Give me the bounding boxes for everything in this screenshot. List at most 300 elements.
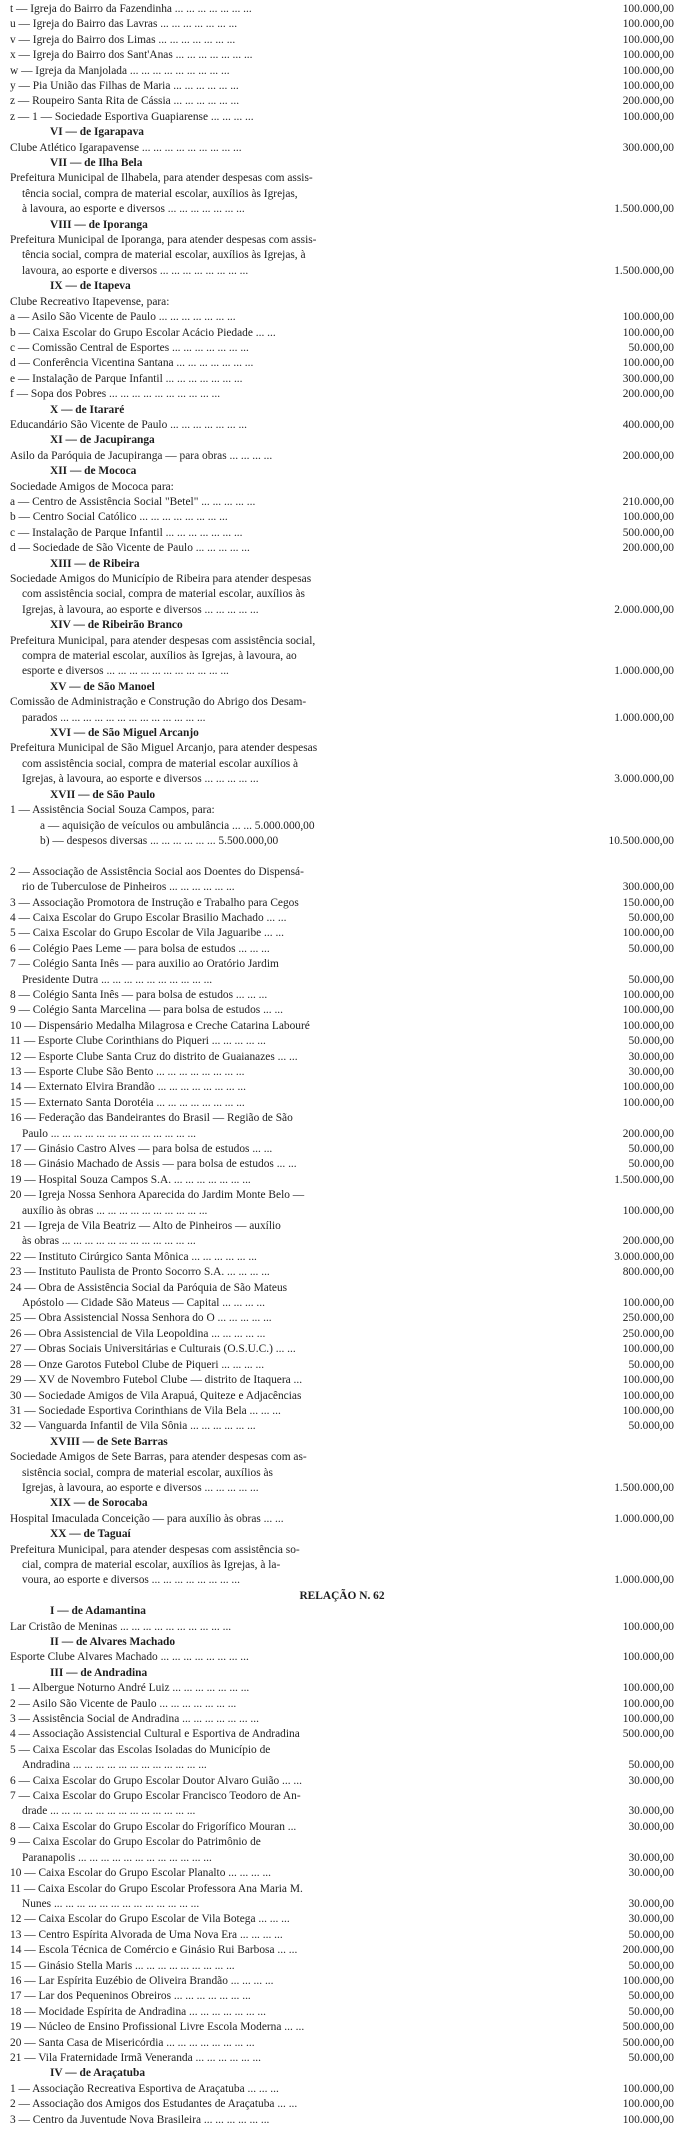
entry-text: 29 — XV de Novembro Futebol Clube — distrito de Itaquera ... (10, 1374, 303, 1387)
entry-text: parados ... ... ... ... ... ... ... ... ... ... ... ... ... (22, 711, 206, 724)
entry-line (10, 356, 674, 370)
entry-text: 30 — Sociedade Amigos de Vila Arapuá, Quiteze e Adjacências (10, 1389, 302, 1402)
entry-amount: 100.000,00 (622, 988, 674, 1001)
entry-text: tência social, compra de material escolar, auxílios às Igrejas, (22, 187, 298, 200)
entry-text: 14 — Escola Técnica de Comércio e Ginásio Rui Barbosa ... ... (10, 1944, 298, 1957)
entry-amount: 50.000,00 (628, 1143, 674, 1156)
entry-text: XX — de Taguaí (50, 1528, 131, 1541)
entry-amount: 300.000,00 (622, 141, 674, 154)
entry-text: Prefeitura Municipal de Iporanga, para atender despesas com assis- (10, 234, 317, 247)
entry-line (10, 1697, 674, 1711)
entry-amount: 100.000,00 (622, 3, 674, 15)
entry-amount: 100.000,00 (622, 511, 674, 524)
entry-line (10, 372, 674, 386)
entry-line (10, 1234, 674, 1248)
entry-line (10, 326, 674, 340)
entry-text: Esporte Clube Alvares Machado ... ... ... ... ... ... ... ... (10, 1651, 249, 1664)
entry-line (10, 1928, 674, 1942)
entry-amount: 200.000,00 (622, 449, 674, 462)
entry-line (10, 1804, 674, 1818)
entry-text: drade ... ... ... ... ... ... ... ... ... ... ... ... ... (22, 1805, 196, 1818)
entry-text: 3 — Assistência Social de Andradina ... ... ... ... ... ... ... (10, 1713, 259, 1726)
entry-line (10, 1481, 674, 1495)
entry-text: Andradina ... ... ... ... ... ... ... ... ... ... ... ... (22, 1759, 207, 1772)
entry-text: 2 — Associação dos Amigos dos Estudantes de Araçatuba ... ... (10, 2098, 298, 2111)
entry-text: 17 — Ginásio Castro Alves — para bolsa de estudos ... ... (10, 1143, 273, 1156)
entry-line (10, 1851, 674, 1865)
entry-amount: 100.000,00 (622, 1374, 674, 1387)
entry-line (10, 1450, 674, 1464)
entry-amount: 200.000,00 (622, 95, 674, 108)
entry-text: Asilo da Paróquia de Jacupiranga — para obras ... ... ... ... (10, 449, 273, 462)
entry-line (10, 1080, 674, 1094)
entry-text: Igrejas, à lavoura, ao esporte e diversos ... ... ... ... ... (22, 603, 259, 616)
entry-amount: 100.000,00 (622, 1620, 674, 1633)
section-heading (10, 433, 674, 447)
entry-line (10, 1281, 674, 1295)
entry-line (10, 1157, 674, 1171)
entry-text: 32 — Vanguarda Infantil de Vila Sônia ... ... ... ... ... ... (10, 1420, 256, 1433)
entry-line (10, 94, 674, 108)
entry-line (10, 1358, 674, 1372)
entry-text: 16 — Federação das Bandeirantes do Brasil — Região de São (10, 1112, 293, 1125)
entry-amount: 50.000,00 (628, 1358, 674, 1371)
entry-line (10, 187, 674, 201)
entry-amount: 100.000,00 (622, 1096, 674, 1109)
entry-amount: 500.000,00 (622, 526, 674, 539)
entry-amount: 50.000,00 (628, 942, 674, 955)
entry-text: Igrejas, à lavoura, ao esporte e diversos ... ... ... ... ... (22, 1481, 259, 1494)
entry-text: 15 — Externato Santa Dorotéia ... ... ... ... ... ... ... ... (10, 1096, 245, 1109)
entry-line (10, 2051, 674, 2065)
entry-text: 3 — Associação Promotora de Instrução e Trabalho para Cegos (10, 896, 299, 909)
entry-amount: 3.000.000,00 (614, 773, 674, 786)
entry-text: cial, compra de material escolar, auxílios às Igrejas, à la- (22, 1558, 281, 1571)
entry-line (10, 2082, 674, 2096)
entry-line (10, 2097, 674, 2111)
entry-text: 5 — Caixa Escolar do Grupo Escolar de Vila Jaguaribe ... ... (10, 927, 284, 940)
entry-line (10, 1866, 674, 1880)
entry-amount: 200.000,00 (622, 1235, 674, 1248)
entry-line (10, 341, 674, 355)
entry-line (10, 911, 674, 925)
entry-text: 9 — Colégio Santa Marcelina — para bolsa de estudos ... ... (10, 1004, 283, 1017)
entry-line (10, 1142, 674, 1156)
entry-amount: 100.000,00 (622, 1974, 674, 1987)
entry-line (10, 880, 674, 894)
entry-line (10, 1543, 674, 1557)
entry-amount: 500.000,00 (622, 2021, 674, 2034)
entry-line (10, 1820, 674, 1834)
entry-amount: 50.000,00 (628, 1158, 674, 1171)
entry-text: XVII — de São Paulo (50, 788, 156, 801)
entry-line (10, 2020, 674, 2034)
entry-text: 20 — Santa Casa de Misericórdia ... ... ... ... ... ... ... ... (10, 2036, 255, 2049)
entry-amount: 100.000,00 (622, 64, 674, 77)
entry-text: Sociedade Amigos de Mococa para: (10, 480, 174, 493)
entry-text: Paulo ... ... ... ... ... ... ... ... ... ... ... ... ... (22, 1127, 197, 1140)
entry-line (10, 1188, 674, 1202)
entry-line (10, 741, 674, 755)
entry-amount: 400.000,00 (622, 418, 674, 431)
entry-amount: 100.000,00 (622, 49, 674, 62)
entry-text: 11 — Caixa Escolar do Grupo Escolar Professora Ana Maria M. (10, 1882, 303, 1895)
section-heading (10, 1496, 674, 1510)
entry-amount: 50.000,00 (628, 1759, 674, 1772)
entry-line (10, 695, 674, 709)
entry-text: 12 — Esporte Clube Santa Cruz do distrito de Guaianazes ... ... (10, 1050, 298, 1063)
entry-amount: 100.000,00 (622, 2082, 674, 2095)
entry-amount: 50.000,00 (628, 1990, 674, 2003)
section-heading (10, 218, 674, 232)
entry-line (10, 1882, 674, 1896)
section-heading (10, 726, 674, 740)
entry-text: com assistência social, compra de material escolar auxílios à (22, 757, 299, 770)
entry-line (10, 1758, 674, 1772)
entry-text: X — de Itararé (50, 403, 125, 416)
entry-amount: 150.000,00 (622, 896, 674, 909)
entry-line (10, 510, 674, 524)
entry-text: 13 — Centro Espírita Alvorada de Uma Nova Era ... ... ... ... (10, 1928, 283, 1941)
entry-amount: 100.000,00 (622, 80, 674, 93)
entry-amount: 100.000,00 (622, 33, 674, 46)
entry-text: 17 — Lar dos Pequeninos Obreiros ... ... ... ... ... ... ... (10, 1990, 251, 2003)
entry-line (10, 819, 674, 833)
entry-text: a — aquisição de veículos ou ambulância ... ... 5.000.000,00 (40, 819, 315, 832)
entry-amount: 50.000,00 (628, 2051, 674, 2064)
entry-amount: 50.000,00 (628, 1928, 674, 1941)
entry-text: a — Centro de Assistência Social "Betel" ... ... ... ... ... (10, 495, 256, 508)
entry-line (10, 1296, 674, 1310)
section-heading (10, 1666, 674, 1680)
entry-line (10, 1620, 674, 1634)
entry-text: XIII — de Ribeira (50, 557, 140, 570)
entry-line (10, 1404, 674, 1418)
entry-text: 20 — Igreja Nossa Senhora Aparecida do Jardim Monte Belo — (10, 1189, 305, 1202)
entry-line (10, 1712, 674, 1726)
entry-text: Clube Atlético Igarapavense ... ... ... ... ... ... ... ... ... (10, 141, 242, 154)
entry-amount: 30.000,00 (628, 1851, 674, 1864)
entry-text: 24 — Obra de Assistência Social da Paróquia de São Mateus (10, 1281, 288, 1294)
entry-text: XVIII — de Sete Barras (50, 1435, 168, 1448)
entry-line (10, 803, 674, 817)
entry-amount: 50.000,00 (628, 1035, 674, 1048)
entry-text: 3 — Centro da Juventude Nova Brasileira ... ... ... ... ... ... (10, 2113, 270, 2126)
entry-text: I — de Adamantina (50, 1605, 146, 1618)
entry-text: lavoura, ao esporte e diversos ... ... ... ... ... ... ... ... (22, 264, 249, 277)
entry-line (10, 834, 674, 848)
entry-line (10, 1681, 674, 1695)
entry-text: w — Igreja da Manjolada ... ... ... ... ... ... ... ... ... (10, 64, 230, 77)
entry-text: 2 — Asilo São Vicente de Paulo ... ... ... ... ... ... ... (10, 1697, 237, 1710)
entry-text: Paranapolis ... ... ... ... ... ... ... ... ... ... ... ... (22, 1851, 212, 1864)
entry-line (10, 526, 674, 540)
entry-text: voura, ao esporte e diversos ... ... ... ... ... ... ... ... (22, 1574, 240, 1587)
entry-line (10, 480, 674, 494)
entry-amount: 100.000,00 (622, 1081, 674, 1094)
entry-text: tência social, compra de material escolar, auxílios às Igrejas, à (22, 249, 306, 262)
entry-amount: 1.000.000,00 (614, 665, 674, 678)
entry-amount: 50.000,00 (628, 973, 674, 986)
entry-amount: 250.000,00 (622, 1327, 674, 1340)
entry-amount: 1.500.000,00 (614, 1173, 674, 1186)
entry-amount: 30.000,00 (628, 1897, 674, 1910)
entry-text: Prefeitura Municipal, para atender despesas com assistência social, (10, 634, 316, 647)
entry-text: Educandário São Vicente de Paulo ... ... ... ... ... ... ... (10, 418, 247, 431)
entry-amount: 30.000,00 (628, 1913, 674, 1926)
entry-text: a — Asilo São Vicente de Paulo ... ... ... ... ... ... ... (10, 311, 236, 324)
entry-text: b — Centro Social Católico ... ... ... ... ... ... ... ... (10, 511, 228, 524)
entry-text: x — Igreja do Bairro dos Sant'Anas ... ... ... ... ... ... ... (10, 49, 253, 62)
entry-line (10, 1219, 674, 1233)
entry-amount: 100.000,00 (622, 2098, 674, 2111)
entry-line (10, 1774, 674, 1788)
entry-text: 4 — Caixa Escolar do Grupo Escolar Brasilio Machado ... ... (10, 911, 287, 924)
entry-amount: 200.000,00 (622, 1944, 674, 1957)
entry-text: 1 — Associação Recreativa Esportiva de Araçatuba ... ... ... (10, 2082, 279, 2095)
entry-line (10, 1419, 674, 1433)
entry-amount: 800.000,00 (622, 1266, 674, 1279)
entry-text: XVI — de São Miguel Arcanjo (50, 727, 199, 740)
entry-line (10, 1512, 674, 1526)
section-heading (10, 2066, 674, 2080)
entry-line (10, 418, 674, 432)
section-heading (10, 156, 674, 170)
entry-text: 23 — Instituto Paulista de Pronto Socorro S.A. ... ... ... ... (10, 1266, 270, 1279)
entry-line (10, 1204, 674, 1218)
entry-text: Sociedade Amigos do Município de Ribeira para atender despesas (10, 573, 312, 585)
entry-amount: 100.000,00 (622, 927, 674, 940)
section-heading (10, 1604, 674, 1618)
entry-line (10, 1342, 674, 1356)
entry-amount: 30.000,00 (628, 1820, 674, 1833)
entry-text: auxílio às obras ... ... ... ... ... ... ... ... ... ... (22, 1204, 208, 1217)
entry-text: f — Sopa dos Pobres ... ... ... ... ... ... ... ... ... ... (10, 388, 221, 401)
entry-amount: 30.000,00 (628, 1805, 674, 1818)
entry-text: 13 — Esporte Clube São Bento ... ... ... ... ... ... ... ... (10, 1066, 245, 1078)
entry-text: y — Pia União das Filhas de Maria ... ... ... ... ... ... (10, 80, 239, 93)
entry-line (10, 33, 674, 47)
entry-line (10, 171, 674, 185)
entry-text: com assistência social, compra de material escolar, auxílios às (22, 588, 305, 601)
entry-line (10, 17, 674, 31)
entry-text: II — de Alvares Machado (50, 1636, 176, 1648)
entry-amount: 100.000,00 (622, 1019, 674, 1032)
entry-amount: 100.000,00 (622, 2113, 674, 2126)
entry-text: IV — de Araçatuba (50, 2067, 146, 2080)
entry-line (10, 1743, 674, 1757)
entry-line (10, 957, 674, 971)
entry-text: 26 — Obra Assistencial de Vila Leopoldina ... ... ... ... ... (10, 1327, 266, 1340)
entry-line (10, 1789, 674, 1803)
entry-amount: 1.500.000,00 (614, 264, 674, 277)
entry-line (10, 1389, 674, 1403)
entry-amount: 100.000,00 (622, 1404, 674, 1417)
entry-text: 1 — Albergue Noturno André Luiz ... ... ... ... ... ... ... (10, 1682, 250, 1695)
entry-amount: 100.000,00 (622, 1651, 674, 1664)
entry-line (10, 896, 674, 910)
entry-line (10, 1974, 674, 1988)
entry-line (10, 1943, 674, 1957)
entry-text: 11 — Esporte Clube Corinthians do Piqueri ... ... ... ... ... (10, 1035, 266, 1048)
entry-text: 6 — Colégio Paes Leme — para bolsa de estudos ... ... ... (10, 942, 270, 955)
entry-text: Clube Recreativo Itapevense, para: (10, 295, 170, 308)
entry-line (10, 1034, 674, 1048)
entry-text: XI — de Jacupiranga (50, 434, 155, 447)
entry-line (10, 942, 674, 956)
entry-text: 18 — Ginásio Machado de Assis — para bolsa de estudos ... ... (10, 1158, 297, 1171)
entry-text: Comissão de Administração e Construção do Abrigo dos Desam- (10, 696, 307, 709)
entry-line (10, 1373, 674, 1387)
entry-text: 7 — Caixa Escolar do Grupo Escolar Francisco Teodoro de An- (10, 1790, 301, 1803)
entry-text: z — Roupeiro Santa Rita de Cássia ... ... ... ... ... ... (10, 95, 240, 108)
entry-text: 2 — Associação de Assistência Social aos Doentes do Dispensá- (10, 865, 304, 878)
entry-text: 4 — Associação Assistencial Cultural e Esportiva de Andradina (10, 1728, 300, 1741)
entry-text: 18 — Mocidade Espírita de Andradina ... ... ... ... ... ... ... (10, 2005, 266, 2018)
entry-amount: 100.000,00 (622, 357, 674, 370)
entry-line (10, 649, 674, 663)
entry-text: Nunes ... ... ... ... ... ... ... ... ... ... ... ... ... (22, 1897, 200, 1910)
entry-amount: 300.000,00 (622, 881, 674, 894)
entry-text: 31 — Sociedade Esportiva Corinthians de Vila Bela ... ... ... (10, 1404, 281, 1417)
entry-text: XIX — de Sorocaba (50, 1497, 148, 1510)
entry-text: Prefeitura Municipal, para atender despesas com assistência so- (10, 1543, 300, 1556)
entry-text: z — 1 — Sociedade Esportiva Guapiarense ... ... ... ... (10, 110, 254, 123)
entry-text: 5 — Caixa Escolar das Escolas Isoladas do Município de (10, 1743, 271, 1756)
entry-line (10, 1096, 674, 1110)
entry-line (10, 1650, 674, 1664)
entry-amount: 1.500.000,00 (614, 1481, 674, 1494)
entry-text: t — Igreja do Bairro da Fazendinha ... ... ... ... ... ... ... (10, 3, 252, 15)
entry-amount: 100.000,00 (622, 110, 674, 123)
entry-line (10, 587, 674, 601)
section-heading (10, 557, 674, 571)
entry-text: XIV — de Ribeirão Branco (50, 619, 183, 632)
entry-line (10, 110, 674, 124)
entry-text: 21 — Vila Fraternidade Irmã Veneranda ... ... ... ... ... ... (10, 2051, 262, 2064)
entry-amount: 30.000,00 (628, 1774, 674, 1787)
entry-text: III — de Andradina (50, 1666, 148, 1679)
entry-amount: 50.000,00 (628, 911, 674, 924)
entry-line (10, 248, 674, 262)
entry-line (10, 495, 674, 509)
entry-amount: 30.000,00 (628, 1867, 674, 1880)
entry-text: RELAÇÃO N. 62 (299, 1589, 385, 1602)
entry-line (10, 295, 674, 309)
entry-line (10, 1959, 674, 1973)
entry-amount: 100.000,00 (622, 18, 674, 31)
entry-text: Lar Cristão de Meninas ... ... ... ... ... ... ... ... ... ... (10, 1620, 232, 1633)
entry-line (10, 2113, 674, 2127)
entry-text: Presidente Dutra ... ... ... ... ... ... ... ... ... ... (22, 973, 213, 986)
entry-line (10, 572, 674, 586)
entry-amount: 500.000,00 (622, 1728, 674, 1741)
entry-text: Prefeitura Municipal de Ilhabela, para atender despesas com assis- (10, 172, 313, 185)
entry-line (10, 2005, 674, 2019)
entry-text: 14 — Externato Elvira Brandão ... ... ... ... ... ... ... ... (10, 1081, 246, 1094)
entry-amount: 50.000,00 (628, 2005, 674, 2018)
section-heading (10, 788, 674, 802)
entry-amount: 3.000.000,00 (614, 1250, 674, 1263)
entry-text: 25 — Obra Assistencial Nossa Senhora do O ... ... ... ... ... (10, 1312, 272, 1325)
entry-line (10, 310, 674, 324)
entry-text: c — Comissão Central de Esportes ... ... ... ... ... ... ... (10, 341, 249, 354)
entry-line (10, 757, 674, 771)
entry-text: 12 — Caixa Escolar do Grupo Escolar de Vila Botega ... ... ... (10, 1913, 290, 1926)
entry-line (10, 387, 674, 401)
entry-amount: 100.000,00 (622, 1004, 674, 1017)
entry-amount: 10.500.000,00 (608, 834, 674, 847)
entry-line (10, 865, 674, 879)
entry-text: XII — de Mococa (50, 465, 137, 478)
entry-line (10, 1327, 674, 1341)
entry-text: Prefeitura Municipal de São Miguel Arcanjo, para atender despesas (10, 742, 318, 755)
entry-line (10, 1912, 674, 1926)
entry-line (10, 48, 674, 62)
entry-text: VI — de Igarapava (50, 126, 144, 139)
entry-amount: 100.000,00 (622, 1697, 674, 1710)
entry-amount: 100.000,00 (622, 1204, 674, 1217)
entry-line (10, 1050, 674, 1064)
entry-line (10, 1250, 674, 1264)
entry-line (10, 1127, 674, 1141)
entry-line (10, 926, 674, 940)
entry-amount: 100.000,00 (622, 311, 674, 324)
entry-line (10, 541, 674, 555)
entry-amount: 30.000,00 (628, 1066, 674, 1078)
entry-text: d — Sociedade de São Vicente de Paulo ... ... ... ... ... (10, 542, 250, 555)
entry-text: 22 — Instituto Cirúrgico Santa Mônica ... ... ... ... ... ... (10, 1250, 257, 1263)
entry-text: esporte e diversos ... ... ... ... ... ... ... ... ... ... ... (22, 665, 229, 678)
section-heading (10, 464, 674, 478)
entry-line (10, 233, 674, 247)
entry-text: Igrejas, à lavoura, ao esporte e diversos ... ... ... ... ... (22, 773, 259, 786)
entry-amount: 30.000,00 (628, 1050, 674, 1063)
entry-text: 19 — Núcleo de Ensino Profissional Livre Escola Moderna ... ... (10, 2021, 305, 2034)
entry-text: 8 — Colégio Santa Inês — para bolsa de estudos ... ... ... (10, 988, 268, 1001)
entry-text: 15 — Ginásio Stella Maris ... ... ... ... ... ... ... ... ... (10, 1959, 235, 1972)
entry-amount: 200.000,00 (622, 542, 674, 555)
entry-line (10, 2036, 674, 2050)
entry-text: 8 — Caixa Escolar do Grupo Escolar do Frigorífico Mouran ... (10, 1820, 297, 1833)
entry-amount: 100.000,00 (622, 326, 674, 339)
entry-line (10, 264, 674, 278)
entry-line (10, 988, 674, 1002)
entry-line (10, 1989, 674, 2003)
entry-amount: 100.000,00 (622, 1713, 674, 1726)
entry-amount: 200.000,00 (622, 1127, 674, 1140)
entry-line (10, 1003, 674, 1017)
entry-text: compra de material escolar, auxílios às Igrejas, à lavoura, ao (22, 650, 297, 663)
entry-line (10, 849, 674, 863)
entry-text: à lavoura, ao esporte e diversos ... ... ... ... ... ... ... (22, 203, 245, 216)
entry-line (10, 603, 674, 617)
entry-text: d — Conferência Vicentina Santana ... ... ... ... ... ... ... (10, 357, 254, 370)
entry-line (10, 1173, 674, 1187)
entry-amount: 500.000,00 (622, 2036, 674, 2049)
entry-text: Sociedade Amigos de Sete Barras, para atender despesas com as- (10, 1451, 307, 1464)
entry-text: 28 — Onze Garotos Futebol Clube de Piqueri ... ... ... ... (10, 1358, 265, 1371)
entry-line (10, 1573, 674, 1587)
entry-amount: 1.500.000,00 (614, 203, 674, 216)
entry-text: 21 — Igreja de Vila Beatriz — Alto de Pinheiros — auxílio (10, 1220, 281, 1233)
entry-line (10, 1311, 674, 1325)
entry-text: b) — despesos diversas ... ... ... ... ... ... 5.500.000,00 (40, 834, 279, 847)
entry-amount: 50.000,00 (628, 1959, 674, 1972)
entry-line (10, 449, 674, 463)
entry-amount: 210.000,00 (622, 495, 674, 508)
entry-amount: 2.000.000,00 (614, 603, 674, 616)
